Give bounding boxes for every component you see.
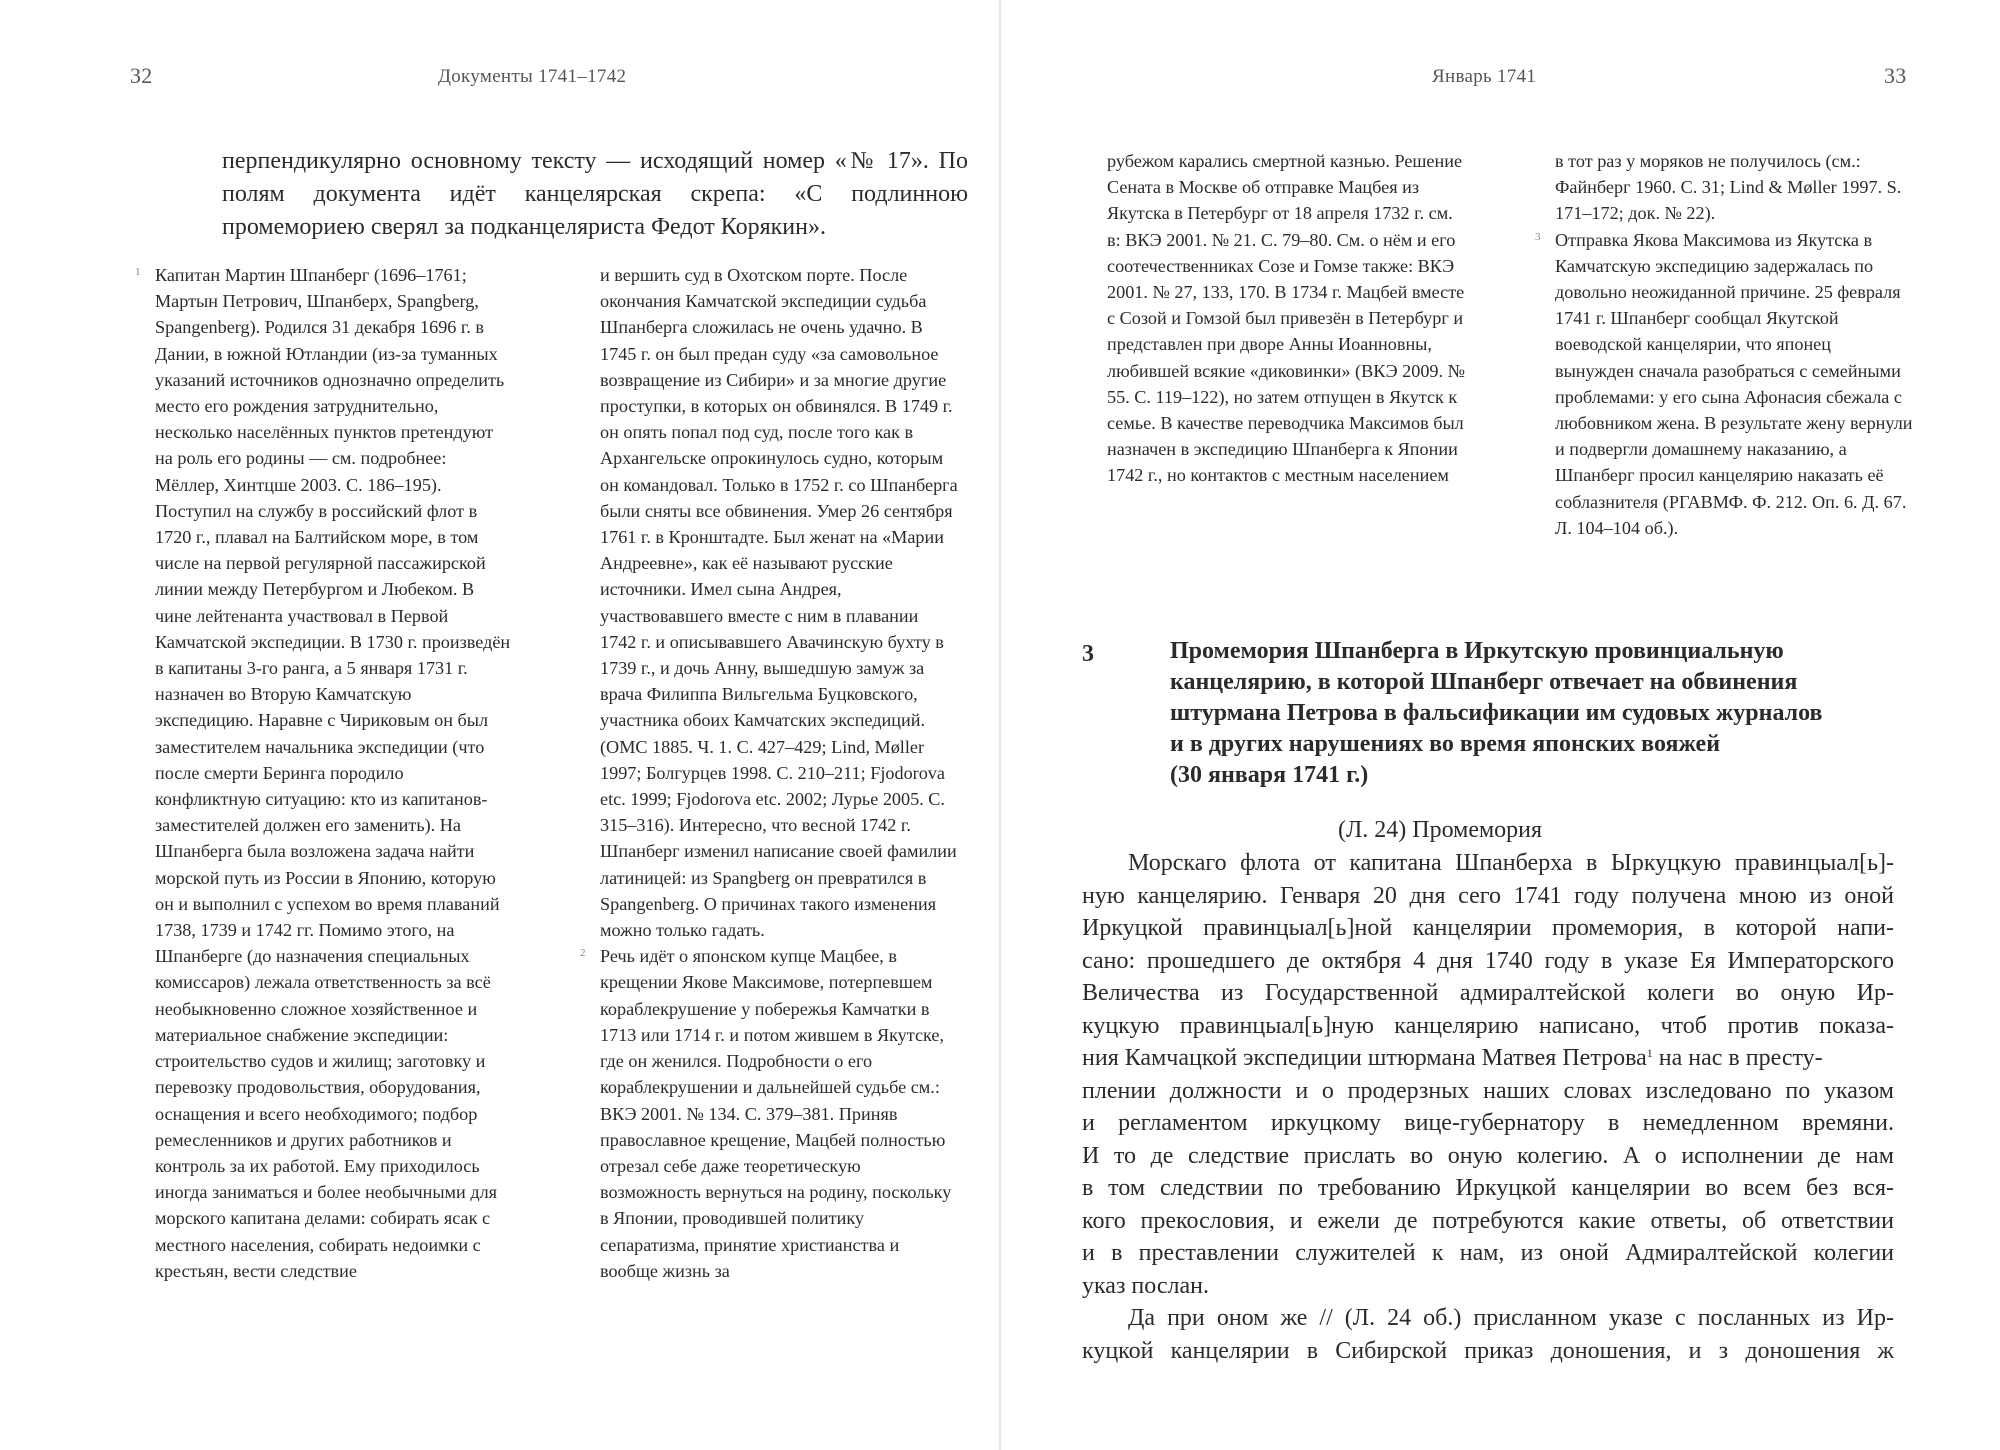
title-line: канцелярию, в которой Шпанберг отвечает на обвинения [1170, 669, 1798, 695]
body-line: куцкую правинцыал[ь]ную канцелярию написано, чтоб против показа- [1082, 1012, 1894, 1039]
footnote-column-3 [1107, 148, 1465, 489]
note-marker: 1 [1646, 1046, 1653, 1060]
footnote-2-end: в тот раз у моряков не получилось (см.: Файнберг 1960. С. 31; Lind & Møller 1997. S. 171–172; док. № 22). [1555, 151, 1902, 224]
page-number-left: 32 [130, 63, 153, 88]
body-line: в том следствии по требованию Иркуцкой канцелярии во всем без вся- [1082, 1175, 1894, 1201]
document-subheading: (Л. 24) Промемория [1338, 817, 1543, 843]
continuation-text: перпендикулярно основному тексту — исходящий номер «№ 17». По полям документа идёт канцелярская скрепа: «С подлинною промемориею сверял за подканцеляриста Федот Корякин». [222, 148, 968, 240]
body-line: И то де следствие прислать во оную колегию. А о исполнении де нам [1082, 1142, 1894, 1169]
footnote-column-1 [135, 262, 513, 1284]
footnote-2-continuation: рубежом карались смертной казнью. Решение Сената в Москве об отправке Мацбея из Якутска в Петербург от 18 апреля 1732 г. см. в: ВКЭ 2001. № 21. С. 79–80. См. о нём и его соотечественниках Созе и Гомзе также: ВКЭ 2001. № 27, 133, 170. В 1734 г. Мацбей вместе с Созой и Гомзой был привезён в Петербург и представлен при дворе Анны Иоанновны, любившей всякие «диковинки» (ВКЭ 2009. № 55. С. 119–122), но затем отпущен в Якутск к семье. В качестве переводчика Максимов был назначен в экспедицию Шпанберга к Японии 1742 г., но контактов с местным населением [1107, 151, 1465, 486]
body-line: Да при оном же // (Л. 24 об.) присланном указе с посланных из Ир- [1128, 1305, 1894, 1331]
body-line: сано: прошедшего де октября 4 дня 1740 году в указе Ея Императорского [1082, 947, 1894, 974]
title-line: штурмана Петрова в фальсификации им судовых журналов [1170, 700, 1823, 726]
footnote-column-4 [1535, 148, 1913, 541]
document-title [1170, 636, 1880, 791]
body-line: ную канцелярию. Генваря 20 дня сего 1741 году получена мною из оной [1082, 882, 1894, 909]
footnote-column-2 [580, 262, 958, 1284]
document-number: 3 [1082, 641, 1094, 667]
body-line: и в преставлении служителей к нам, из оной Адмиралтейской колегии [1082, 1240, 1894, 1266]
title-line: Промемория Шпанберга в Иркутскую провинциальную [1170, 638, 1784, 664]
body-line: кого прекословия, и ежели де потребуются какие ответы, об ответствии [1082, 1207, 1894, 1234]
body-line: указ послан. [1082, 1272, 1209, 1299]
footnote-marker: 2 [580, 947, 586, 960]
body-line: куцкой канцелярии в Сибирской приказ доношения, и з доношения ж [1082, 1337, 1894, 1364]
footnote-1: 1 Капитан Мартин Шпанберг (1696–1761; Мартын Петрович, Шпанберх, Spangberg, Spangenberg). Родился 31 декабря 1696 г. в Дании, в южной Ютландии (из-за туманных указаний источников однозначно определить место его рождения затруднительно, несколько населённых пунктов претендуют на роль его родины — см. подробнее: Мёллер, Хинтцше 2003. С. 186–195). Поступил на службу в российский флот в 1720 г., плавал на Балтийском море, в том числе на первой регулярной пассажирской линии между Петербургом и Любеком. В чине лейтенанта участвовал в Первой Камчатской экспедиции. В 1730 г. произведён в капитаны 3-го ранга, а 5 января 1731 г. назначен во Вторую Камчатскую экспедицию. Наравне с Чириковым он был заместителем начальника экспедиции (что после смерти Беринга породило конфликтную ситуацию: кто из капитанов-заместителей должен его заменить). На Шпанберга была возложена задача найти морской путь из России в Японию, которую он и выполнил с успехом во время плаваний 1738, 1739 и 1742 гг. Помимо этого, на Шпанберге (до назначения специальных комиссаров) лежала ответственность за всё необыкновенно сложное хозяйственное и материальное снабжение экспедиции: строительство судов и жилищ; заготовку и перевозку продовольствия, оборудования, оснащения и всего необходимого; подбор ремесленников и других работников и контроль за их работой. Ему приходилось иногда заниматься и более необычными для морского капитана делами: собирать ясак с местного населения, собирать недоимки с крестьян, вести следствие [155, 262, 513, 1284]
body-line-with-note: ния Камчацкой экспедиции штюрмана Матвея Петрова$^1$ на нас в престу- [1082, 1045, 1823, 1071]
footnote-1-continuation: и вершить суд в Охотском порте. После окончания Камчатской экспедиции судьба Шпанберга сложилась не очень удачно. В 1745 г. он был предан суду «за самовольное возвращение из Сибири» и за многие другие проступки, в которых он обвинялся. В 1749 г. он опять попал под суд, после того как в Архангельске опрокинулось судно, которым он командовал. Только в 1752 г. со Шпанберга были сняты все обвинения. Умер 26 сентября 1761 г. в Кронштадте. Был женат на «Марии Андреевне», как её называют русские источники. Имел сына Андрея, участвовавшего вместе с ним в плавании 1742 г. и описывавшего Авачинскую бухту в 1739 г., и дочь Анну, вышедшую замуж за врача Филиппа Вильгельма Буцковского, участника обоих Камчатских экспедиций. (ОМС 1885. Ч. 1. С. 427–429; Lind, Møller 1997; Болгурцев 1998. С. 210–211; Fjodorova etc. 1999; Fjodorova etc. 2002; Лурье 2005. С. 315–316). Интересно, что весной 1742 г. Шпанберг изменил написание своей фамилии латиницей: из Spangberg он превратился в Spangenberg. О причинах такого изменения можно только гадать. [600, 265, 958, 941]
running-head-right: Январь 1741 [1432, 66, 1537, 87]
footnote-marker: 1 [135, 266, 141, 278]
title-line: и в других нарушениях во время японских вояжей [1170, 731, 1721, 757]
body-line: плении должности и о продерзных наших словах изследовано по указом [1082, 1077, 1894, 1104]
body-line: Иркуцкой правинцыал[ь]ной канцелярии промемория, в которой напи- [1082, 915, 1894, 941]
body-line: Величества из Государственной адмиралтейской колеги во оную Ир- [1082, 980, 1894, 1006]
running-head-left: Документы 1741–1742 [438, 66, 627, 87]
page-number-right: 33 [1884, 63, 1907, 88]
document-body [1082, 847, 1894, 1367]
footnote-2: 2 Речь идёт о японском купце Мацбее, в крещении Якове Максимове, потерпевшем кораблекрушение у побережья Камчатки в 1713 или 1714 г. и потом жившем в Якутске, где он женился. Подробности о его кораблекрушении и дальнейшей судьбе см.: ВКЭ 2001. № 134. С. 379–381. Приняв православное крещение, Мацбей полностью отрезал себе даже теоретическую возможность вернуться на родину, поскольку в Японии, проводившей политику сепаратизма, принятие христианства и вообще жизнь за [600, 943, 958, 1284]
footnote-marker: 3 [1535, 230, 1541, 243]
body-line: и регламентом иркуцкому вице-губернатору в немедленном времяни. [1082, 1110, 1894, 1136]
title-line: (30 января 1741 г.) [1170, 762, 1369, 788]
body-line: Морскаго флота от капитана Шпанберха в Ыркуцкую правинцыал[ь]- [1128, 850, 1894, 876]
footnote-3: 3 Отправка Якова Максимова из Якутска в Камчатскую экспедицию задержалась по довольно неожиданной причине. 25 февраля 1741 г. Шпанберг сообщал Якутской воеводской канцелярии, что японец вынужден сначала разобраться с семейными проблемами: у его сына Афонасия сбежала с любовником жена. В результате жену вернули и подвергли домашнему наказанию, а Шпанберг просил канцелярию наказать её соблазнителя (РГАВМФ. Ф. 212. Оп. 6. Д. 67. Л. 104–104 об.). [1555, 227, 1913, 541]
